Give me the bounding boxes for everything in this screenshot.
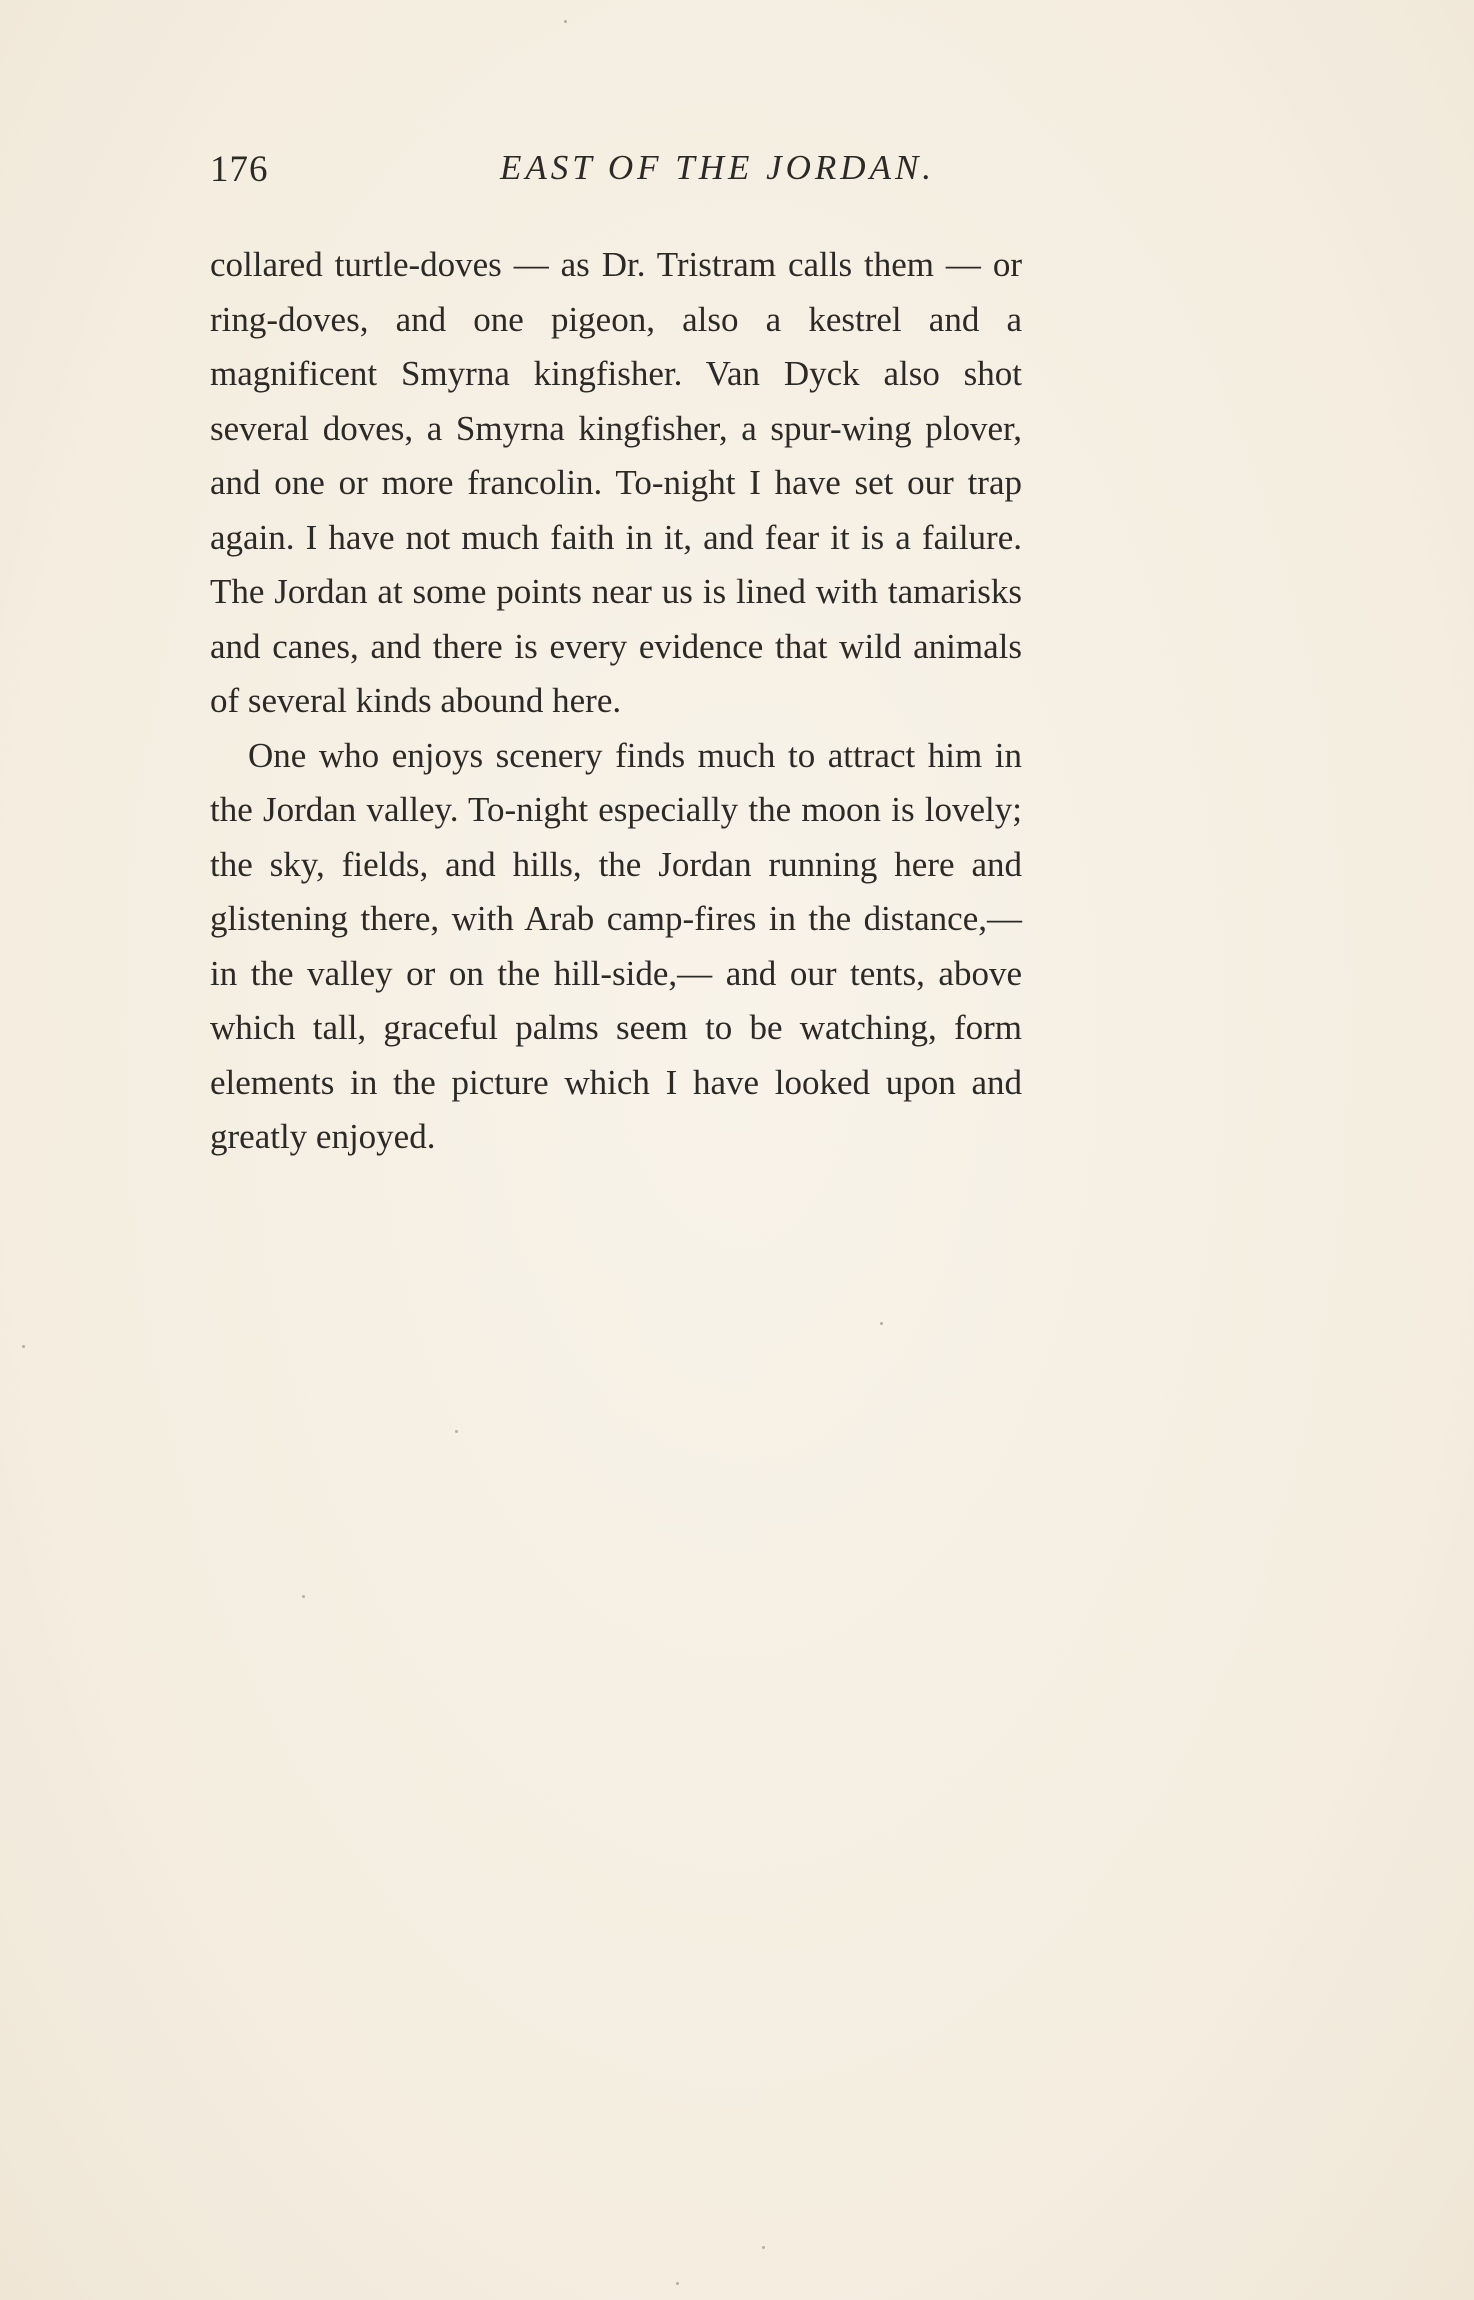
- page-header: [210, 148, 1022, 198]
- paper-speck: [880, 1322, 883, 1325]
- paper-speck: [762, 2246, 765, 2249]
- paper-speck: [302, 1595, 305, 1598]
- paper-speck: [455, 1430, 458, 1433]
- paper-speck: [564, 20, 567, 23]
- paper-speck: [676, 2282, 679, 2285]
- paper-speck: [22, 1345, 25, 1348]
- body-text: [210, 238, 1022, 1165]
- paragraph-continued: collared turtle-doves — as Dr. Tristram calls them — or ring-doves, and one pigeon, also a kestrel and a magnificent Smyrna kingfisher. Van Dyck also shot several doves, a Smyrna kingfisher, a spur-wing plover, and one or more francolin. To-night I have set our trap again. I have not much faith in it, and fear it is a failure. The Jordan at some points near us is lined with tamarisks and canes, and there is every evidence that wild animals of several kinds abound here.: [210, 245, 1022, 720]
- page-number: 176: [210, 149, 269, 190]
- running-title: EAST OF THE JORDAN.: [500, 148, 936, 187]
- paragraph-scenery: One who enjoys scenery finds much to attract him in the Jordan valley. To-night especially the moon is lovely; the sky, fields, and hills, the Jordan running here and glistening there, with Arab camp-fires in the distance,— in the valley or on the hill-side,— and our tents, above which tall, graceful palms seem to be watching, form elements in the picture which I have looked upon and greatly enjoyed.: [210, 735, 1022, 1156]
